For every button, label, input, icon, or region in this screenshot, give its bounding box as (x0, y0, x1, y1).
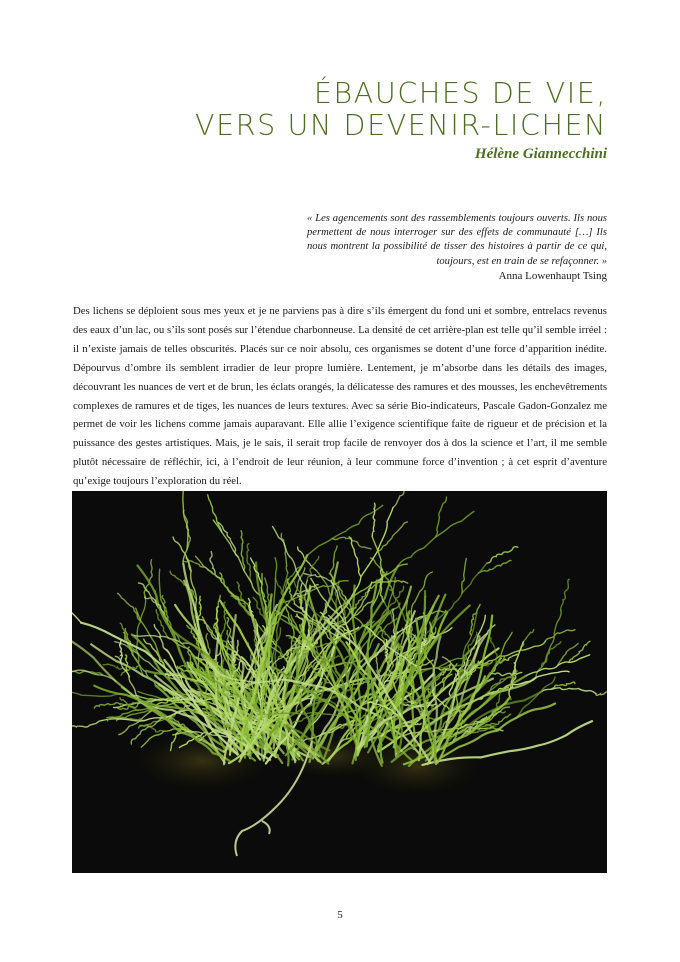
lichen-strand (162, 611, 191, 653)
lichen-strand (545, 630, 575, 642)
lichen-strand (72, 720, 102, 729)
epigraph (307, 212, 607, 283)
body-paragraph: Des lichens se déploient sous mes yeux et je ne parviens pas à dire s’ils émergent du fond uni et sombre, entrelacs revenus des eaux d’un lac, ou s’ils sont posés sur l’étendue charbonneuse. La densité de cet arrière-plan est telle qu’il semble irréel : il n’existe jamais de telles obscurités. Placés sur ce noir absolu, ces organismes se dotent d’une force d’apparition inédite. Dépourvus d’ombre ils semblent irradier de leur propre lumière. Lentement, je m’absorbe dans les détails des images, découvrant les nuances de vert et de brun, les éclats orangés, la délicatesse des ramures et des mousses, les enchevêtrements complexes de ramures et de tiges, les nuances de leurs textures. Avec sa série Bio-indicateurs, Pascale Gadon-Gonzalez me permet de voir les lichens comme jamais auparavant. Elle allie l’exigence scientifique faite de rigueur et de précision et la puissance des gestes artistiques. Mais, je le sais, il serait trop facile de renvoyer dos à dos la science et l’art, il me semble plutôt nécessaire de réfléchir, ici, à l’endroit de leur réunion, à leur commune force d’invention ; à cet esprit d’aventure qu’exige toujours l’exploration du réel. (73, 305, 607, 488)
epigraph-quote: « Les agencements sont des rassemblements toujours ouverts. Ils nous permettent de nous interroger sur des effets de communauté […] Ils nous montrent la possibilité de tisser des histoires à partir de ce qui, toujours, est en train de se refaçonner. » (307, 213, 607, 267)
lichen-strand (219, 523, 239, 557)
lichen-strand (349, 537, 361, 577)
author-name: Hélène Giannecchini (474, 146, 607, 162)
lichen-strand (199, 596, 201, 619)
lichen-strand (398, 512, 474, 566)
lichen-strand (393, 491, 421, 508)
lichen-strand (561, 579, 570, 610)
lichen-strand (183, 561, 213, 574)
lichen-strand (307, 505, 383, 555)
epigraph-source: Anna Lowenhaupt Tsing (498, 269, 607, 282)
lichen-strand (490, 673, 522, 676)
lichen-photo (72, 491, 607, 873)
lichen-illustration (72, 491, 607, 873)
article-title (195, 78, 607, 142)
lichen-strand (155, 591, 172, 629)
lichen-strand (378, 522, 408, 551)
lichen-strand (462, 559, 467, 594)
lichen-strand (273, 527, 309, 592)
lichen-strand (213, 520, 260, 595)
lichen-strand (220, 573, 239, 600)
title-line-2: VERS UN DEVENIR-LICHEN (195, 109, 607, 142)
lichen-strand (208, 495, 222, 532)
lichen-strand (372, 503, 375, 537)
lichen-strand (487, 547, 518, 564)
page-number: 5 (337, 909, 343, 921)
lichen-strand (210, 552, 222, 582)
lichen-strands (72, 491, 607, 856)
lichen-strand (72, 556, 81, 623)
lichen-strand (542, 688, 596, 694)
lichen-strand (118, 593, 141, 620)
title-line-1: ÉBAUCHES DE VIE, (313, 77, 607, 110)
lichen-strand (596, 688, 607, 695)
